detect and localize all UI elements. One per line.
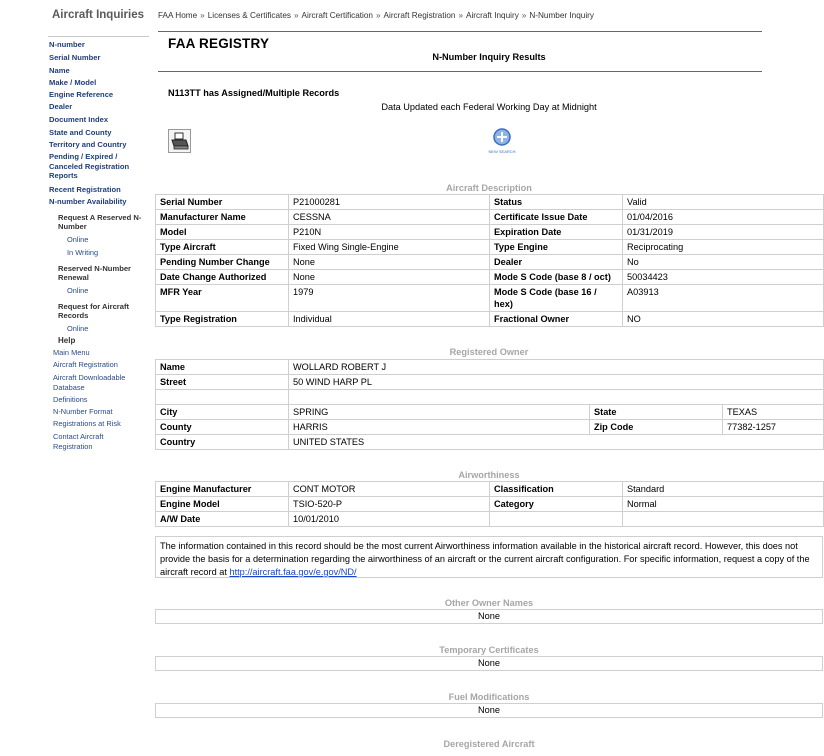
aircraft-record-link[interactable]: http://aircraft.faa.gov/e.gov/ND/	[229, 567, 357, 577]
field-label: Serial Number	[156, 195, 289, 210]
table-row	[156, 210, 824, 225]
owner-zip-value: 77382-1257	[723, 420, 824, 435]
sidebar-link-dealer[interactable]: Dealer	[49, 102, 73, 111]
table-row	[156, 240, 824, 255]
sidebar-request-reserved[interactable]: Request A Reserved N-Number	[58, 213, 142, 231]
update-note: Data Updated each Federal Working Day at Midnight	[381, 102, 597, 112]
field-label: Model	[156, 225, 289, 240]
temporary-certificates-value: None	[155, 656, 823, 671]
header-divider	[158, 31, 762, 32]
airworthiness-table	[155, 481, 824, 527]
breadcrumb-licenses[interactable]: Licenses & Certificates	[207, 11, 291, 20]
sidebar-link-name[interactable]: Name	[49, 66, 70, 75]
empty-cell	[289, 390, 824, 405]
field-label: Fractional Owner	[490, 312, 623, 327]
sidebar-divider	[48, 36, 149, 37]
field-label: Expiration Date	[490, 225, 623, 240]
field-label: Status	[490, 195, 623, 210]
airworthiness-title: Airworthiness	[458, 470, 520, 480]
table-row	[156, 497, 824, 512]
sidebar-link-document-index[interactable]: Document Index	[49, 115, 109, 124]
table-row	[156, 285, 824, 312]
field-label: Type Aircraft	[156, 240, 289, 255]
field-value: CESSNA	[289, 210, 490, 225]
field-value: Valid	[623, 195, 824, 210]
field-value: None	[289, 255, 490, 270]
field-label: Mode S Code (base 16 / hex)	[490, 285, 623, 312]
sidebar-link-state-county[interactable]: State and County	[49, 128, 112, 137]
field-label: Pending Number Change	[156, 255, 289, 270]
breadcrumb-separator: »	[293, 11, 299, 20]
record-status: N113TT has Assigned/Multiple Records	[168, 88, 340, 98]
owner-name-value: WOLLARD ROBERT J	[289, 360, 824, 375]
page-subtitle: N-Number Inquiry Results	[432, 52, 546, 62]
breadcrumb-separator: »	[521, 11, 527, 20]
field-value: No	[623, 255, 824, 270]
field-label: Engine Model	[156, 497, 289, 512]
owner-name-label: Name	[156, 360, 289, 375]
field-label: Category	[490, 497, 623, 512]
breadcrumb	[158, 11, 594, 20]
field-value: 1979	[289, 285, 490, 312]
printer-icon	[169, 130, 190, 152]
sidebar-title: Aircraft Inquiries	[51, 9, 145, 21]
new-search-label: NEW SEARCH	[488, 149, 516, 154]
field-value: None	[289, 270, 490, 285]
field-label: MFR Year	[156, 285, 289, 312]
table-row	[156, 420, 824, 435]
sidebar-link-recent-registration[interactable]: Recent Registration	[49, 185, 121, 194]
other-owner-names-value: None	[155, 609, 823, 624]
table-row	[156, 195, 824, 210]
owner-county-label: County	[156, 420, 289, 435]
registered-owner-title: Registered Owner	[449, 347, 529, 357]
table-row	[156, 375, 824, 390]
breadcrumb-faa-home[interactable]: FAA Home	[158, 11, 198, 20]
field-value: A03913	[623, 285, 824, 312]
field-value: CONT MOTOR	[289, 482, 490, 497]
page-title: FAA REGISTRY	[168, 36, 270, 51]
sidebar-help-heading: Help	[58, 336, 76, 345]
field-label: Type Registration	[156, 312, 289, 327]
empty-cell	[156, 390, 289, 405]
field-label: Dealer	[490, 255, 623, 270]
field-label: Engine Manufacturer	[156, 482, 289, 497]
new-search-button[interactable]	[490, 126, 514, 156]
sidebar-link-in-writing[interactable]: In Writing	[67, 248, 99, 257]
sidebar-link-aircraft-registration[interactable]: Aircraft Registration	[53, 360, 118, 369]
field-value: Reciprocating	[623, 240, 824, 255]
breadcrumb-aircraft-inquiry[interactable]: Aircraft Inquiry	[466, 11, 519, 20]
sidebar-link-main-menu[interactable]: Main Menu	[53, 348, 90, 357]
other-owner-names-title: Other Owner Names	[444, 598, 534, 608]
field-label	[490, 512, 623, 527]
owner-city-value: SPRING	[289, 405, 590, 420]
airworthiness-notice-text: The information contained in this record should be the most current Airworthiness information available in the historical aircraft record. However, this does not provide the basis for a determination regarding the airworthiness of an aircraft or the current aircraft configuration. For specific information, request a copy of the aircraft record at	[160, 541, 810, 577]
field-value: Standard	[623, 482, 824, 497]
sidebar-reserved-renewal[interactable]: Reserved N-Number Renewal	[58, 264, 132, 282]
owner-zip-label: Zip Code	[590, 420, 723, 435]
new-search-icon	[490, 126, 514, 156]
sidebar-link-make-model[interactable]: Make / Model	[49, 78, 97, 87]
field-value: TSIO-520-P	[289, 497, 490, 512]
field-value: 10/01/2010	[289, 512, 490, 527]
fuel-modifications-title: Fuel Modifications	[448, 692, 530, 702]
sidebar	[0, 0, 152, 756]
title-divider	[158, 71, 762, 72]
field-value: Individual	[289, 312, 490, 327]
aircraft-description-table	[155, 194, 824, 327]
sidebar-link-n-number-format[interactable]: N-Number Format	[53, 407, 113, 416]
field-value: NO	[623, 312, 824, 327]
field-label: Manufacturer Name	[156, 210, 289, 225]
field-label: Certificate Issue Date	[490, 210, 623, 225]
table-row	[156, 435, 824, 450]
field-label: Date Change Authorized	[156, 270, 289, 285]
breadcrumb-n-number-inquiry: N-Number Inquiry	[529, 11, 594, 20]
owner-county-value: HARRIS	[289, 420, 590, 435]
field-value: 01/04/2016	[623, 210, 824, 225]
sidebar-link-pending-reports[interactable]: Pending / Expired / Canceled Registration Reports	[49, 152, 130, 180]
sidebar-link-serial-number[interactable]: Serial Number	[49, 53, 101, 62]
aircraft-description-title: Aircraft Description	[446, 183, 532, 193]
print-button[interactable]	[168, 129, 191, 153]
table-row	[156, 255, 824, 270]
sidebar-link-definitions[interactable]: Definitions	[53, 395, 88, 404]
owner-country-value: UNITED STATES	[289, 435, 824, 450]
field-value: P210N	[289, 225, 490, 240]
breadcrumb-separator: »	[458, 11, 464, 20]
field-value: P21000281	[289, 195, 490, 210]
owner-street-label: Street	[156, 375, 289, 390]
field-label: Type Engine	[490, 240, 623, 255]
field-value: 50034423	[623, 270, 824, 285]
table-row	[156, 482, 824, 497]
table-row	[156, 360, 824, 375]
temporary-certificates-title: Temporary Certificates	[439, 645, 539, 655]
field-value: 01/31/2019	[623, 225, 824, 240]
sidebar-link-territory-country[interactable]: Territory and Country	[49, 140, 127, 149]
sidebar-link-registrations-at-risk[interactable]: Registrations at Risk	[53, 419, 121, 428]
field-label: A/W Date	[156, 512, 289, 527]
breadcrumb-separator: »	[375, 11, 381, 20]
field-value	[623, 512, 824, 527]
owner-country-label: Country	[156, 435, 289, 450]
breadcrumb-aircraft-certification[interactable]: Aircraft Certification	[301, 11, 373, 20]
owner-street-value: 50 WIND HARP PL	[289, 375, 824, 390]
breadcrumb-aircraft-registration[interactable]: Aircraft Registration	[383, 11, 456, 20]
sidebar-link-online[interactable]: Online	[67, 235, 89, 244]
sidebar-link-n-number[interactable]: N-number	[49, 40, 85, 49]
table-row	[156, 390, 824, 405]
deregistered-aircraft-title: Deregistered Aircraft	[443, 739, 535, 749]
sidebar-link-n-number-availability[interactable]: N-number Availability	[49, 197, 127, 206]
owner-state-value: TEXAS	[723, 405, 824, 420]
table-row	[156, 312, 824, 327]
sidebar-link-downloadable-database[interactable]: Aircraft Downloadable Database	[53, 373, 126, 392]
table-row	[156, 270, 824, 285]
table-row	[156, 405, 824, 420]
sidebar-link-engine-reference[interactable]: Engine Reference	[49, 90, 114, 99]
breadcrumb-separator: »	[200, 11, 205, 20]
sidebar-link-records-online[interactable]: Online	[67, 324, 89, 333]
table-row	[156, 225, 824, 240]
field-value: Normal	[623, 497, 824, 512]
airworthiness-notice	[155, 536, 823, 578]
sidebar-request-records[interactable]: Request for Aircraft Records	[58, 302, 130, 320]
owner-city-label: City	[156, 405, 289, 420]
sidebar-link-contact-registration[interactable]: Contact Aircraft Registration	[53, 432, 104, 451]
registered-owner-table	[155, 359, 824, 450]
field-label: Mode S Code (base 8 / oct)	[490, 270, 623, 285]
table-row	[156, 512, 824, 527]
field-label: Classification	[490, 482, 623, 497]
field-value: Fixed Wing Single-Engine	[289, 240, 490, 255]
fuel-modifications-value: None	[155, 703, 823, 718]
sidebar-link-renewal-online[interactable]: Online	[67, 286, 89, 295]
owner-state-label: State	[590, 405, 723, 420]
